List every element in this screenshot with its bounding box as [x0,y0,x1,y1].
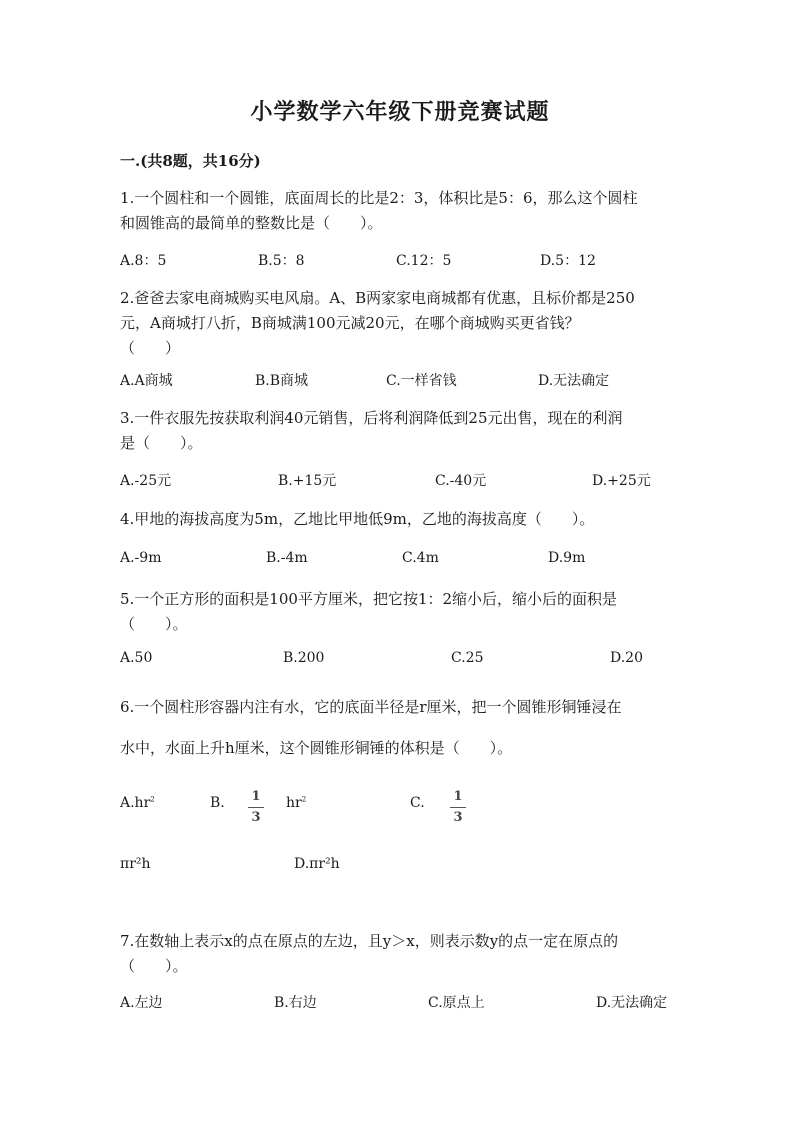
question-4 [120,507,680,532]
fraction-denominator: 3 [251,810,261,825]
option-c[interactable]: C.25 [451,650,484,666]
question-6-options-continued [120,856,680,880]
option-b-tail[interactable] [286,795,306,811]
question-line: 1.一个圆柱和一个圆锥，底面周长的比是2：3，体积比是5：6，那么这个圆柱 [120,189,638,207]
option-d[interactable]: D.20 [610,650,643,666]
question-7-options [120,992,680,1016]
fraction-one-third [248,789,264,826]
fraction-bar [248,807,264,808]
question-6 [120,687,680,769]
option-b-label[interactable]: B. [210,795,225,811]
fraction-bar [450,807,466,808]
question-line: 7.在数轴上表示x的点在原点的左边，且y＞x，则表示数y的点一定在原点的 [120,932,619,950]
option-c[interactable]: C.12：5 [396,253,452,269]
question-line: 元，A商城打八折，B商城满100元减20元，在哪个商城购买更省钱？ [120,314,580,332]
option-a[interactable]: A.8：5 [120,253,167,269]
question-5-options [120,650,680,674]
option-c[interactable]: C.-40元 [435,473,487,489]
question-line: 4.甲地的海拔高度为5m，乙地比甲地低9m，乙地的海拔高度（ ）。 [120,510,595,528]
fraction-one-third [450,789,466,826]
option-c-label[interactable]: C. [410,795,425,811]
question-line: 和圆锥高的最简单的整数比是（ ）。 [120,214,383,232]
option-a[interactable] [120,795,155,811]
question-2 [120,286,680,361]
option-d[interactable]: D.5：12 [540,253,596,269]
option-d[interactable]: D.+25元 [592,473,651,489]
question-1-options [120,250,680,274]
fraction-denominator: 3 [453,810,463,825]
question-line: （ ） [120,339,181,357]
question-line: （ ）。 [120,957,188,975]
option-c[interactable]: C.4m [402,550,439,566]
option-b[interactable]: B.5：8 [258,253,305,269]
question-6-options [120,789,680,835]
page-title: 小学数学六年级下册竞赛试题 [250,99,550,125]
question-1 [120,186,680,236]
option-d[interactable]: D.无法确定 [596,995,668,1011]
option-a[interactable]: A.A商城 [120,373,173,389]
question-line: 水中，水面上升h厘米，这个圆锥形铜锤的体积是（ ）。 [120,739,513,757]
option-b[interactable]: B.B商城 [255,373,309,389]
option-b[interactable]: B.右边 [274,995,317,1011]
option-a[interactable]: A.-9m [120,550,162,566]
option-a-text: A.hr [120,795,151,811]
question-3 [120,406,680,456]
question-line: 3.一件衣服先按获取利润40元销售，后将利润降低到25元出售，现在的利润 [120,409,623,427]
option-c[interactable]: C.原点上 [428,995,485,1011]
question-line: 2.爸爸去家电商城购买电风扇。A、B两家家电商城都有优惠，且标价都是250 [120,289,635,307]
option-a[interactable]: A.左边 [120,995,163,1011]
option-b[interactable]: B.200 [283,650,325,666]
question-line: 是（ ）。 [120,434,203,452]
option-d[interactable]: D.无法确定 [538,373,610,389]
option-b-text: hr [286,795,302,811]
question-5 [120,587,680,637]
option-b[interactable]: B.+15元 [278,473,337,489]
superscript: 2 [150,795,155,804]
option-d[interactable]: D.9m [548,550,586,566]
question-line: 5.一个正方形的面积是100平方厘米，把它按1：2缩小后，缩小后的面积是 [120,590,618,608]
fraction-numerator: 1 [453,789,463,804]
option-d[interactable]: D.πr²h [294,856,340,872]
option-c[interactable]: C.一样省钱 [386,373,457,389]
question-2-options [120,370,680,394]
question-7 [120,929,680,979]
superscript: 2 [301,795,307,804]
question-4-options [120,550,680,574]
question-line: （ ）。 [120,615,188,633]
fraction-numerator: 1 [251,789,261,804]
option-b[interactable]: B.-4m [266,550,308,566]
option-a[interactable]: A.-25元 [120,473,172,489]
section-heading: 一.(共8题，共16分) [120,152,261,170]
question-3-options [120,470,680,494]
option-a[interactable]: A.50 [120,650,153,666]
option-c-continuation[interactable]: πr²h [120,856,151,872]
question-line: 6.一个圆柱形容器内注有水，它的底面半径是r厘米，把一个圆锥形铜锤浸在 [120,698,622,716]
